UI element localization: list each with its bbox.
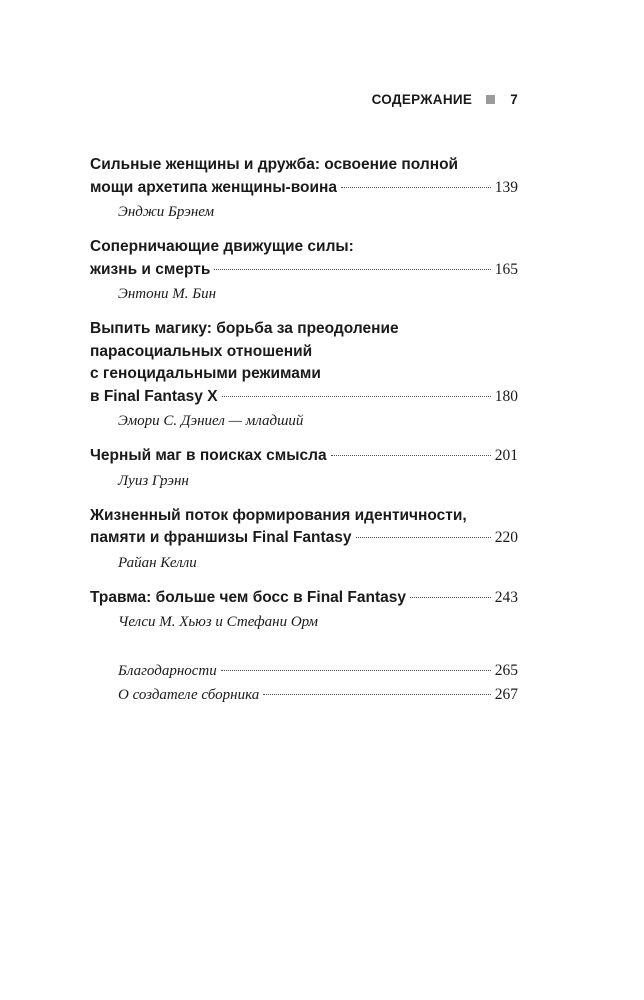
dot-leader — [356, 537, 491, 538]
entry-author: Райан Келли — [118, 554, 197, 571]
back-matter — [118, 659, 518, 707]
title-last-line — [90, 587, 518, 610]
title-line: Сильные женщины и дружба: освоение полной — [90, 156, 459, 173]
dot-leader — [263, 694, 491, 695]
entry-title — [90, 236, 518, 281]
title-last-line — [90, 177, 518, 200]
dot-leader — [410, 597, 491, 598]
entry-author: Энтони М. Бин — [118, 286, 217, 302]
entry-page-number: 165 — [494, 260, 518, 278]
title-line: жизнь и смерть — [90, 260, 211, 278]
title-line: Травма: больше чем босс в Final Fantasy — [90, 588, 406, 606]
entry-title — [90, 154, 518, 199]
toc-entry[interactable] — [90, 236, 518, 305]
entry-page-number: 220 — [494, 529, 518, 546]
toc-entry[interactable] — [90, 154, 518, 223]
dot-leader — [341, 187, 491, 188]
entry-author: Эмори С. Дэниел — младший — [118, 413, 304, 429]
entry-page-number: 180 — [494, 387, 518, 405]
toc-entry[interactable] — [90, 505, 518, 574]
dot-leader — [222, 396, 491, 397]
title-line: парасоциальных отношений — [90, 342, 313, 360]
title-last-line — [90, 527, 518, 550]
entry-author: Луиз Грэнн — [118, 472, 189, 489]
entry-author: Челси М. Хьюз и Стефани Орм — [118, 614, 318, 630]
extra-entry-page-number: 267 — [494, 686, 518, 703]
title-last-line — [90, 445, 518, 468]
running-header — [372, 92, 518, 107]
title-line: мощи архетипа женщины-воина — [90, 178, 338, 196]
extra-entry-label: Благодарности — [118, 663, 217, 679]
title-last-line — [90, 259, 518, 282]
toc-extra-entry[interactable] — [118, 659, 518, 683]
title-line: Выпить магику: борьба за преодоление — [90, 320, 399, 337]
section-title: СОДЕРЖАНИЕ — [371, 92, 473, 107]
entry-title — [90, 445, 518, 468]
title-line: с геноцидальными режимами — [90, 365, 321, 382]
toc-entry[interactable] — [90, 587, 518, 634]
page-number: 7 — [510, 92, 518, 107]
toc-entry[interactable] — [90, 318, 518, 432]
dot-leader — [221, 670, 491, 671]
toc-entry[interactable] — [90, 445, 518, 492]
entry-title — [90, 587, 518, 610]
toc-extra-entry[interactable] — [118, 683, 518, 707]
entry-author: Энджи Брэнем — [118, 204, 215, 220]
entry-page-number: 139 — [494, 178, 518, 196]
entry-page-number: 201 — [494, 447, 518, 464]
entry-page-number: 243 — [494, 588, 518, 606]
title-line: Соперничающие движущие силы: — [90, 238, 354, 255]
title-line: Жизненный поток формирования идентичности, — [90, 506, 467, 524]
title-line: Черный маг в поисках смысла — [90, 447, 327, 464]
extra-entry-label: О создателе сборника — [118, 687, 260, 703]
separator-square-icon — [486, 95, 495, 104]
title-line: в Final Fantasy X — [90, 387, 218, 405]
title-line: памяти и франшизы Final Fantasy — [90, 529, 352, 546]
extra-entry-page-number: 265 — [494, 662, 518, 679]
entry-title — [90, 318, 518, 408]
dot-leader — [214, 269, 490, 270]
title-last-line — [90, 386, 518, 409]
entry-title — [90, 505, 518, 550]
dot-leader — [331, 455, 491, 456]
table-of-contents — [90, 154, 518, 707]
